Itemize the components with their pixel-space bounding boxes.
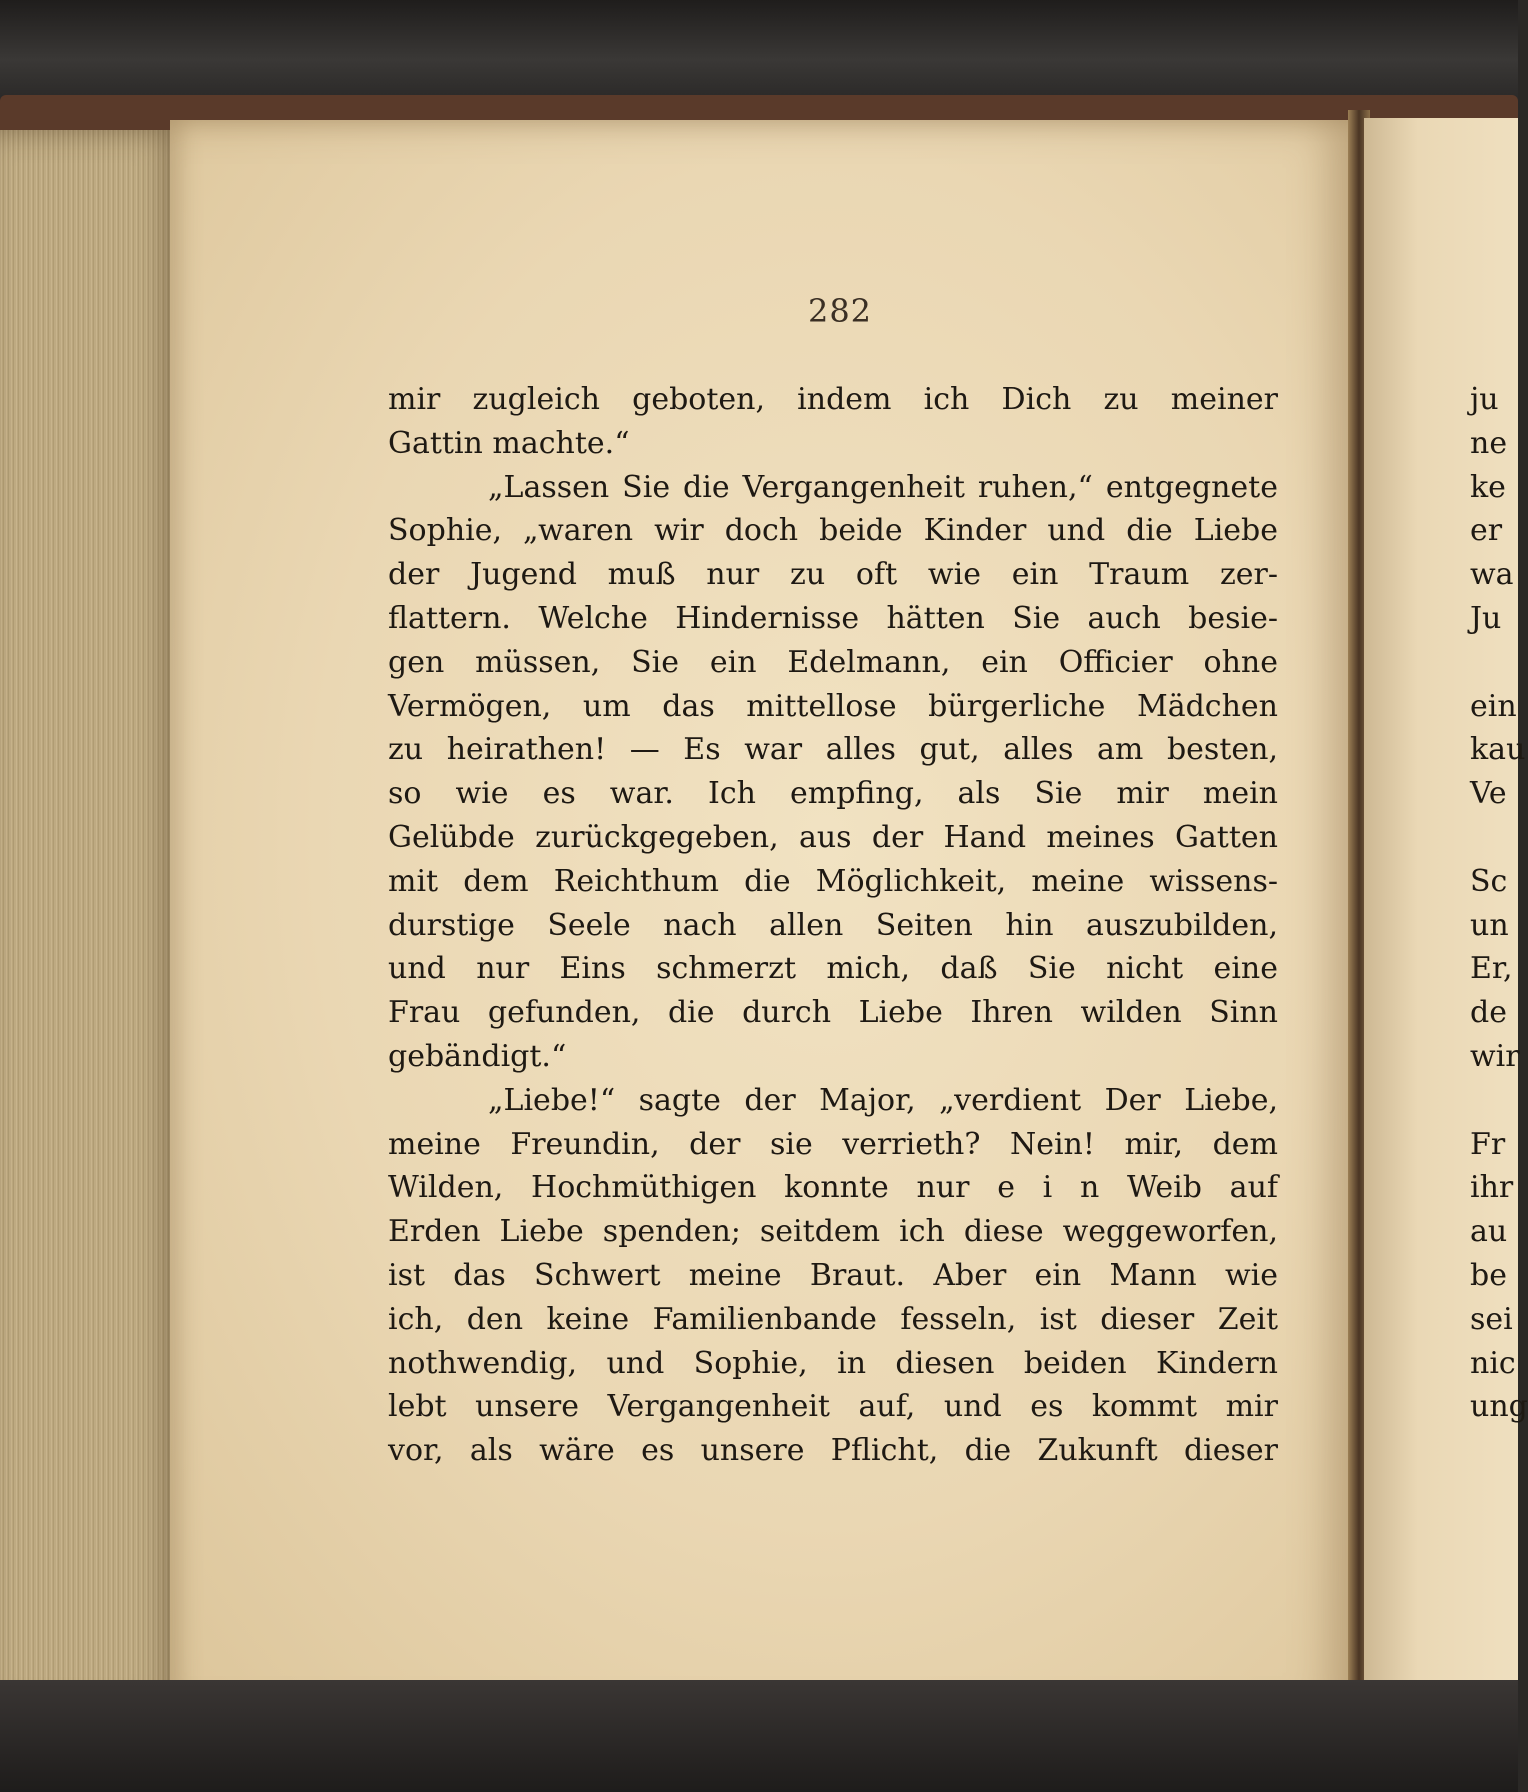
text-line: gen müssen, Sie ein Edelmann, ein Officier ohne xyxy=(388,644,1278,680)
page-text xyxy=(388,378,1278,1473)
facing-text-line: ke xyxy=(1470,469,1506,505)
facing-text-line: Ju xyxy=(1470,600,1502,636)
text-line: flattern. Welche Hindernisse hätten Sie auch besie- xyxy=(388,600,1278,636)
facing-text-line xyxy=(1470,816,1518,860)
facing-text-line: au xyxy=(1470,1214,1508,1250)
page-number: 282 xyxy=(807,292,873,330)
text-line: Wilden, Hochmüthigen konnte nur e i n Weib auf xyxy=(388,1170,1278,1206)
text-line: ist das Schwert meine Braut. Aber ein Mann wie xyxy=(388,1257,1278,1293)
facing-text-line: wir xyxy=(1470,1038,1520,1074)
text-line: „Liebe!“ sagte der Major, „verdient Der Liebe, xyxy=(488,1082,1278,1118)
text-line: zu heirathen! — Es war alles gut, alles am besten, xyxy=(388,732,1278,768)
text-line: Gelübde zurückgegeben, aus der Hand meines Gatten xyxy=(388,819,1278,855)
facing-text-line: be xyxy=(1470,1257,1507,1293)
facing-text-line: sei xyxy=(1470,1301,1513,1337)
text-line: ich, den keine Familienbande fesseln, ist dieser Zeit xyxy=(388,1301,1278,1337)
facing-text-line: ne xyxy=(1470,425,1508,461)
text-line: vor, als wäre es unsere Pflicht, die Zukunft dieser xyxy=(388,1433,1278,1469)
text-line: gebändigt.“ xyxy=(388,1038,567,1074)
book-page-edges xyxy=(0,130,185,1710)
facing-text-line: Sc xyxy=(1470,863,1508,899)
facing-text-line: un xyxy=(1470,907,1509,943)
text-line: durstige Seele nach allen Seiten hin auszubilden, xyxy=(388,907,1278,943)
text-line: der Jugend muß nur zu oft wie ein Traum zer- xyxy=(388,557,1278,593)
facing-text-line: ung xyxy=(1470,1389,1528,1425)
text-line: Frau gefunden, die durch Liebe Ihren wilden Sinn xyxy=(388,995,1278,1031)
facing-text-line: de xyxy=(1470,995,1507,1031)
facing-text-line: kau xyxy=(1470,732,1526,768)
text-line: Gattin machte.“ xyxy=(388,425,630,461)
text-line: nothwendig, und Sophie, in diesen beiden Kindern xyxy=(388,1345,1278,1381)
text-line: so wie es war. Ich empfing, als Sie mir mein xyxy=(388,776,1278,812)
facing-text-line: Fr xyxy=(1470,1126,1506,1162)
facing-text-line xyxy=(1470,1079,1518,1123)
table-surface xyxy=(0,1680,1518,1792)
facing-text-line: wa xyxy=(1470,557,1514,593)
text-line: Erden Liebe spenden; seitdem ich diese weggeworfen, xyxy=(388,1214,1278,1250)
text-line: Vermögen, um das mittellose bürgerliche Mädchen xyxy=(388,688,1278,724)
text-line: meine Freundin, der sie verrieth? Nein! mir, dem xyxy=(388,1126,1278,1162)
text-line: lebt unsere Vergangenheit auf, und es kommt mir xyxy=(388,1389,1278,1425)
text-line: und nur Eins schmerzt mich, daß Sie nicht eine xyxy=(388,951,1278,987)
facing-page-text xyxy=(1470,378,1528,1429)
facing-text-line: Er, xyxy=(1470,951,1513,987)
text-line: mir zugleich geboten, indem ich Dich zu meiner xyxy=(388,382,1278,417)
text-line: mit dem Reichthum die Möglichkeit, meine wissens- xyxy=(388,863,1278,899)
facing-text-line: nic xyxy=(1470,1345,1516,1381)
facing-text-line: ihr xyxy=(1470,1170,1514,1206)
facing-text-line: ein xyxy=(1470,688,1517,724)
facing-text-line: ju xyxy=(1470,382,1499,417)
facing-text-line: er xyxy=(1470,513,1503,549)
text-line: Sophie, „waren wir doch beide Kinder und die Liebe xyxy=(388,513,1278,549)
facing-text-line xyxy=(1470,641,1518,685)
facing-text-line: Ve xyxy=(1470,776,1507,812)
text-line: „Lassen Sie die Vergangenheit ruhen,“ entgegnete xyxy=(488,469,1278,505)
